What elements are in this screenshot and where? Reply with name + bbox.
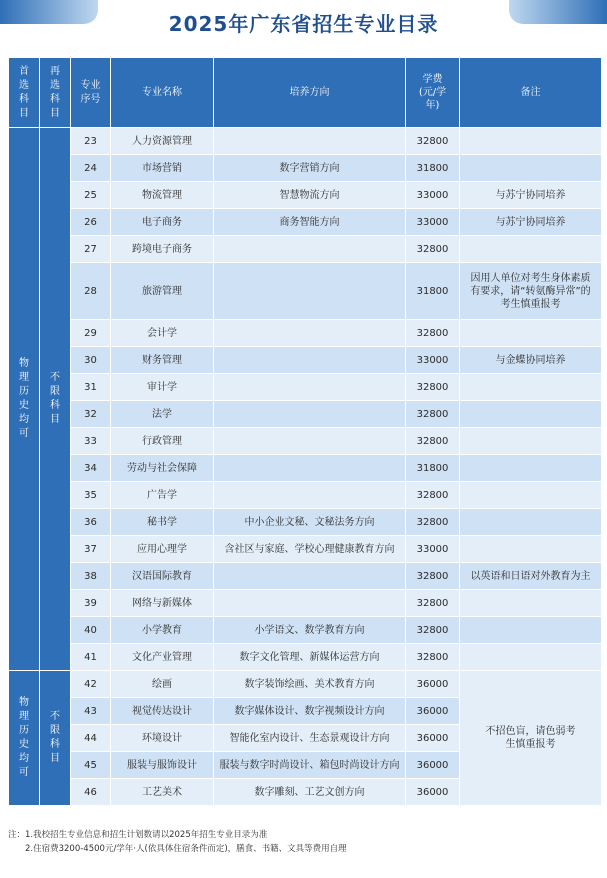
fee-cell: 32800 [406, 401, 460, 428]
major-name-cell: 汉语国际教育 [111, 563, 214, 590]
direction-cell [214, 482, 406, 509]
remark-cell [460, 374, 602, 401]
table-row [9, 236, 602, 263]
table-row [9, 128, 602, 155]
major-name-cell: 行政管理 [111, 428, 214, 455]
major-name-cell: 劳动与社会保障 [111, 455, 214, 482]
seq-cell: 46 [71, 779, 111, 806]
seq-cell: 33 [71, 428, 111, 455]
first-subject-cell: 物理历史均可 [9, 671, 40, 806]
major-name-cell: 电子商务 [111, 209, 214, 236]
seq-cell: 40 [71, 617, 111, 644]
header-remark: 备注 [460, 58, 602, 128]
remark-cell [460, 644, 602, 671]
page-title: 2025年广东省招生专业目录 [168, 12, 439, 36]
fee-cell: 31800 [406, 155, 460, 182]
major-name-cell: 财务管理 [111, 347, 214, 374]
table-row [9, 644, 602, 671]
table-row [9, 590, 602, 617]
direction-cell [214, 401, 406, 428]
direction-cell [214, 428, 406, 455]
table-row [9, 455, 602, 482]
remark-cell: 与金蝶协同培养 [460, 347, 602, 374]
seq-cell: 25 [71, 182, 111, 209]
remark-cell [460, 236, 602, 263]
seq-cell: 38 [71, 563, 111, 590]
direction-cell: 数字装饰绘画、美术教育方向 [214, 671, 406, 698]
major-name-cell: 市场营销 [111, 155, 214, 182]
major-name-cell: 网络与新媒体 [111, 590, 214, 617]
table-row [9, 401, 602, 428]
major-name-cell: 物流管理 [111, 182, 214, 209]
fee-cell: 32800 [406, 509, 460, 536]
direction-cell [214, 455, 406, 482]
fee-cell: 32800 [406, 617, 460, 644]
direction-cell: 数字媒体设计、数字视频设计方向 [214, 698, 406, 725]
note-line-1: 注：1.我校招生专业信息和招生计划数请以2025年招生专业目录为准 [8, 830, 268, 840]
direction-cell: 数字营销方向 [214, 155, 406, 182]
remark-cell: 以英语和日语对外教育为主 [460, 563, 602, 590]
header-fee: 学费(元/学年) [406, 58, 460, 128]
seq-cell: 26 [71, 209, 111, 236]
table-row [9, 182, 602, 209]
table-row [9, 563, 602, 590]
major-name-cell: 秘书学 [111, 509, 214, 536]
seq-cell: 34 [71, 455, 111, 482]
direction-cell [214, 374, 406, 401]
table-row [9, 155, 602, 182]
header-row [9, 58, 602, 128]
fee-cell: 32800 [406, 374, 460, 401]
fee-cell: 32800 [406, 563, 460, 590]
table-row [9, 482, 602, 509]
major-name-cell: 广告学 [111, 482, 214, 509]
fee-cell: 36000 [406, 779, 460, 806]
seq-cell: 24 [71, 155, 111, 182]
major-name-cell: 审计学 [111, 374, 214, 401]
second-subject-cell: 不限科目 [40, 671, 71, 806]
major-name-cell: 小学教育 [111, 617, 214, 644]
title-bar [0, 0, 607, 46]
fee-cell: 33000 [406, 209, 460, 236]
direction-cell [214, 590, 406, 617]
remark-cell [460, 320, 602, 347]
catalog-table [8, 57, 602, 806]
header-first-subject: 首选科目 [9, 58, 40, 128]
fee-cell: 33000 [406, 536, 460, 563]
remark-cell: 与苏宁协同培养 [460, 209, 602, 236]
direction-cell: 商务智能方向 [214, 209, 406, 236]
remark-merged-cell: 不招色盲，请色弱考生慎重报考 [460, 671, 602, 806]
fee-cell: 36000 [406, 752, 460, 779]
seq-cell: 23 [71, 128, 111, 155]
remark-cell [460, 128, 602, 155]
direction-cell: 服装与数字时尚设计、箱包时尚设计方向 [214, 752, 406, 779]
notes [8, 828, 601, 856]
header-name: 专业名称 [111, 58, 214, 128]
fee-cell: 32800 [406, 644, 460, 671]
seq-cell: 31 [71, 374, 111, 401]
note-line-2: 2.住宿费3200-4500元/学年·人(依具体住宿条件而定)，膳食、书籍、文具等费用自理 [25, 844, 347, 854]
second-subject-cell: 不限科目 [40, 128, 71, 671]
seq-cell: 28 [71, 263, 111, 320]
remark-cell [460, 428, 602, 455]
table-row [9, 428, 602, 455]
remark-cell [460, 155, 602, 182]
direction-cell [214, 128, 406, 155]
header-seq: 专业序号 [71, 58, 111, 128]
major-name-cell: 会计学 [111, 320, 214, 347]
header-direction: 培养方向 [214, 58, 406, 128]
major-name-cell: 视觉传达设计 [111, 698, 214, 725]
direction-cell [214, 347, 406, 374]
direction-cell [214, 320, 406, 347]
direction-cell [214, 563, 406, 590]
table-row [9, 671, 602, 698]
direction-cell [214, 263, 406, 320]
major-name-cell: 跨境电子商务 [111, 236, 214, 263]
remark-cell [460, 509, 602, 536]
table-row [9, 320, 602, 347]
remark-cell [460, 455, 602, 482]
fee-cell: 31800 [406, 263, 460, 320]
fee-cell: 33000 [406, 182, 460, 209]
seq-cell: 35 [71, 482, 111, 509]
major-name-cell: 服装与服饰设计 [111, 752, 214, 779]
seq-cell: 42 [71, 671, 111, 698]
remark-cell: 因用人单位对考生身体素质有要求，请“转氨酶异常”的考生慎重报考 [460, 263, 602, 320]
fee-cell: 32800 [406, 590, 460, 617]
remark-cell [460, 482, 602, 509]
fee-cell: 31800 [406, 455, 460, 482]
seq-cell: 44 [71, 725, 111, 752]
remark-cell [460, 401, 602, 428]
seq-cell: 41 [71, 644, 111, 671]
fee-cell: 32800 [406, 428, 460, 455]
header-second-subject: 再选科目 [40, 58, 71, 128]
remark-cell [460, 536, 602, 563]
table-row [9, 536, 602, 563]
direction-cell: 智慧物流方向 [214, 182, 406, 209]
seq-cell: 27 [71, 236, 111, 263]
major-name-cell: 人力资源管理 [111, 128, 214, 155]
fee-cell: 32800 [406, 320, 460, 347]
group1-body [9, 128, 602, 671]
fee-cell: 32800 [406, 482, 460, 509]
table-row [9, 347, 602, 374]
seq-cell: 36 [71, 509, 111, 536]
fee-cell: 32800 [406, 128, 460, 155]
seq-cell: 32 [71, 401, 111, 428]
table-row [9, 209, 602, 236]
major-name-cell: 绘画 [111, 671, 214, 698]
direction-cell: 小学语文、数学教育方向 [214, 617, 406, 644]
seq-cell: 45 [71, 752, 111, 779]
direction-cell: 数字文化管理、新媒体运营方向 [214, 644, 406, 671]
major-name-cell: 应用心理学 [111, 536, 214, 563]
seq-cell: 30 [71, 347, 111, 374]
major-name-cell: 法学 [111, 401, 214, 428]
seq-cell: 29 [71, 320, 111, 347]
fee-cell: 33000 [406, 347, 460, 374]
direction-cell [214, 236, 406, 263]
group2-body [9, 671, 602, 806]
major-name-cell: 工艺美术 [111, 779, 214, 806]
table-row [9, 374, 602, 401]
remark-cell [460, 617, 602, 644]
table-row [9, 263, 602, 320]
fee-cell: 36000 [406, 725, 460, 752]
table-row [9, 617, 602, 644]
major-name-cell: 旅游管理 [111, 263, 214, 320]
direction-cell: 智能化室内设计、生态景观设计方向 [214, 725, 406, 752]
major-name-cell: 环境设计 [111, 725, 214, 752]
direction-cell: 数字雕刻、工艺文创方向 [214, 779, 406, 806]
direction-cell: 含社区与家庭、学校心理健康教育方向 [214, 536, 406, 563]
seq-cell: 37 [71, 536, 111, 563]
major-name-cell: 文化产业管理 [111, 644, 214, 671]
seq-cell: 39 [71, 590, 111, 617]
fee-cell: 36000 [406, 671, 460, 698]
seq-cell: 43 [71, 698, 111, 725]
table-row [9, 509, 602, 536]
remark-cell: 与苏宁协同培养 [460, 182, 602, 209]
remark-cell [460, 590, 602, 617]
first-subject-cell: 物理历史均可 [9, 128, 40, 671]
direction-cell: 中小企业文秘、文秘法务方向 [214, 509, 406, 536]
fee-cell: 32800 [406, 236, 460, 263]
fee-cell: 36000 [406, 698, 460, 725]
